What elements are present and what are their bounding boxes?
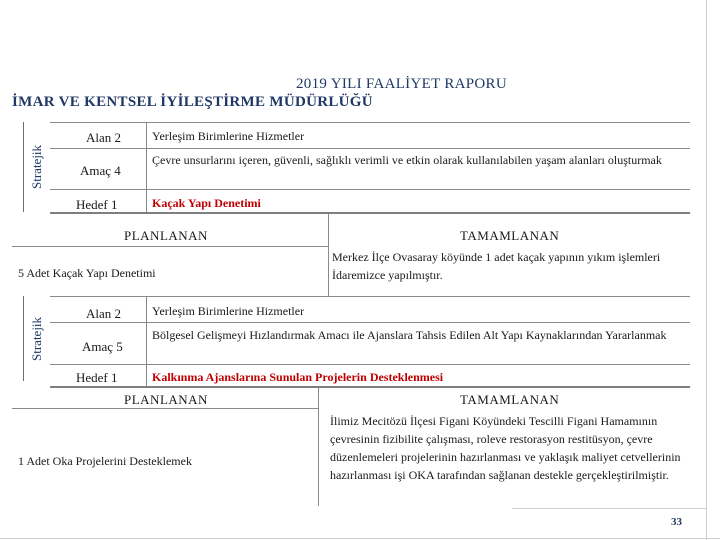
column-divider [146,296,147,386]
planned-header-underline [12,408,318,409]
target-label-1b: Hedef 1 [76,370,118,385]
target-text-1: Kaçak Yapı Denetimi [152,196,261,210]
page-frame-right [706,0,707,540]
goal-label-5: Amaç 5 [82,339,123,354]
planned-text-1: 5 Adet Kaçak Yapı Denetimi [18,266,156,280]
goal-text-4: Çevre unsurlarını içeren, güvenli, sağlıklı verimli ve etkin olarak kullanılabilen yaşam alanları oluşturmak [152,153,662,167]
completed-text-2: İlimiz Mecitözü İlçesi Figani Köyündeki Tescilli Figani Hamamının çevresinin fizibilite çalışması, roleve restorasyon restitüsyon, çevre düzenlemeleri projelerinin hazırlanması ve yaklaşık maliyet cetvellerinin hazırlanması işi OKA tarafından sağlanan destekle gerçekleştirilmiştir. [330,414,681,482]
column-divider [146,122,147,212]
goal-label-4: Amaç 4 [80,163,121,178]
area-label-1: Alan 2 [86,130,122,145]
strategic-side-label-2: Stratejik [23,296,50,381]
page-number-rule [512,508,706,509]
row-divider [50,364,690,365]
row-divider [50,322,690,323]
planned-header-underline [12,246,328,247]
planned-header-1: PLANLANAN [124,228,208,243]
report-title: 2019 YILI FAALİYET RAPORU [296,76,507,92]
completed-header-1: TAMAMLANAN [460,228,560,243]
completed-text-1: Merkez İlçe Ovasaray köyünde 1 adet kaçak yapının yıkım işlemleri İdaremizce yapılmıştır. [332,250,661,282]
department-title: İMAR VE KENTSEL İYİLEŞTİRME MÜDÜRLÜĞÜ [12,94,373,110]
planned-text-2: 1 Adet Oka Projelerini Desteklemek [18,454,192,468]
completed-header-2: TAMAMLANAN [460,392,560,407]
planned-header-2: PLANLANAN [124,392,208,407]
page-number: 33 [671,516,682,528]
section-divider [50,212,690,214]
target-text-1b: Kalkınma Ajanslarına Sunulan Projelerin Desteklenmesi [152,370,444,384]
strategic-side-label-1: Stratejik [23,122,50,212]
row-divider [50,189,690,190]
goal-text-5: Bölgesel Gelişmeyi Hızlandırmak Amacı ile Ajanslara Tahsis Edilen Alt Yapı Kaynaklarından Yararlanmak [152,328,667,342]
area-label-2: Alan 2 [86,306,122,321]
area-text-1: Yerleşim Birimlerine Hizmetler [152,129,305,143]
row-divider [50,148,690,149]
page-frame-bottom [0,538,720,539]
section-divider [50,386,690,388]
plan-complete-divider [318,388,319,506]
area-text-2: Yerleşim Birimlerine Hizmetler [152,304,305,318]
target-label-1: Hedef 1 [76,197,118,212]
plan-complete-divider [328,214,329,296]
